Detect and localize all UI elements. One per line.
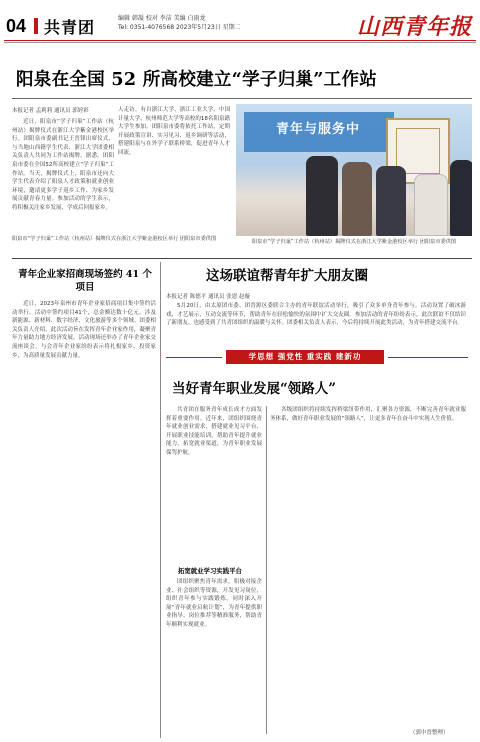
article2-text: 近日，2023年泉州市青年企业家招商项目集中签约活动举行。活动中签约项目41个，总金额达数十亿元，涉及新能源、新材料、数字经济、文化旅游等多个领域。团委相关负责人介绍，此次活动旨在发挥青年企业家作用，凝聚青年力量助力地方经济发展。活动现场还举办了青年企业家交流座谈会，与会青年企业家纷纷表示将扎根家乡、投资家乡，为高质量发展贡献力量。 [12,301,156,359]
banner-rule-right [388,357,468,358]
paper-logo: 山西青年报 [356,14,472,40]
article4-text-a: 共青团在服务青年成长成才方面发挥着重要作用。近年来，团组织围绕青年就业创业需求，搭建就业见习平台、开展职业技能培训，帮助青年提升就业能力，拓宽就业渠道，为青年职业发展保驾护航。 [166,407,262,456]
article4-headline: 当好青年职业发展“领路人” [172,381,337,397]
article2-headline: 青年企业家招商现场签约 41 个项目 [18,269,152,293]
study-banner: 学思想 强党性 重实践 建新功 [226,350,384,364]
page-number: 04 [6,16,27,36]
section-name: 共青团 [44,18,96,37]
article4-text-b: 团组织聚焦青年需求，积极对接企业、社会组织等资源，开发见习岗位，组织青年参与实践锻炼。同时深入开展“青年就业启航计划”，为青年提供职业指导、岗位推荐等精准服务，帮助青年顺利实现就业。 [166,579,262,628]
photo-banner-text: 青年与服务中 [276,122,361,137]
person-figure [414,174,448,236]
article1-byline: 本报记者 孟莉莉 通讯员 郭婷彩 [12,108,89,114]
credits [118,14,241,32]
photo-caption: 阳泉市“学子归巢”工作站（杭州站）揭牌仪式在浙江大学紫金港校区举行 团阳泉市委供图 [251,239,457,245]
person-figure [450,160,472,236]
header-rule-thin [4,42,476,43]
main-headline: 阳泉在全国 52 所高校建立“学子归巢”工作站 [16,70,378,90]
article4-text-c: 各级团组织将持续发挥桥梁纽带作用，汇聚各方资源，不断完善青年就业服务体系，做好青年职业发展的“领路人”，让更多青年在奋斗中实现人生价值。 [270,407,466,422]
article3-byline: 本报记者 陈德平 通讯员 张恩 赵璇 [166,294,250,300]
column-rule-2 [266,406,267,734]
banner-rule-left [166,357,222,358]
section-rule [12,258,472,259]
article3-text: 5月20日，由太原团市委、团晋源区委联合主办的青年联谊活动举行，吸引了众多单身青年参与。活动设置了破冰游戏、才艺展示、互动交流等环节，帮助青年在轻松愉快的氛围中扩大交友圈。参加活动的青年纷纷表示，此次联谊不仅结识了新朋友，也感受到了共青团组织的温暖与关怀。团委相关负责人表示，今后将持续开展此类活动，为青年搭建交流平台。 [166,303,466,327]
person-figure [306,156,338,236]
article1-col1: 近日，阳泉市“学子归巢”工作站（杭州站）揭牌仪式在浙江大学紫金港校区举行。团阳泉市委副书记王晋锋出席仪式，与当地山西籍学生代表、浙江大学团委相关负责人共同为工作站揭牌。据悉，团阳泉市委在全国52所高校建立“学子归巢”工作站。当天，揭牌仪式上，阳泉市还向大学生代表介绍了阳泉人才政策和就业创业环境，邀请更多学子返乡工作、为家乡发展贡献青春力量。参加活动的学生表示，将积极关注家乡发展，学成后回报家乡。 [12,119,114,211]
header-rule [4,40,476,41]
person-figure [342,162,372,236]
column-rule [160,262,161,738]
left-caption: 阳泉市“学子归巢”工作站（杭州站）揭牌仪式在浙江大学紫金港校区举行 团阳泉市委供图 [12,236,217,242]
section-marker [34,18,38,34]
article3-headline: 这场联谊帮青年扩大朋友圈 [206,268,368,284]
article4-author: （郭中晋整理） [410,730,449,736]
headline-rule [12,98,472,99]
ceremony-photo [236,104,472,236]
person-figure [376,166,406,236]
credits-line1: 编辑 韩凝 校对 李洁 美编 白雨龙 [118,15,206,22]
article1-col2: 人走访。有自浙江大学、浙江工业大学、中国计量大学、杭州师范大学等高校的18名阳泉籍大学生参加。团阳泉市委将依托工作站，定期开展政策宣讲、实习见习、返乡调研等活动，搭建阳泉与在外学子联系桥梁，促进青年人才回流。 [118,107,230,156]
credits-line2: Tel: 0351-4076568 2023年5月23日 星期二 [118,24,241,31]
masthead [0,0,480,48]
article4-section-heading: 拓宽就业学习实践平台 [178,567,242,575]
